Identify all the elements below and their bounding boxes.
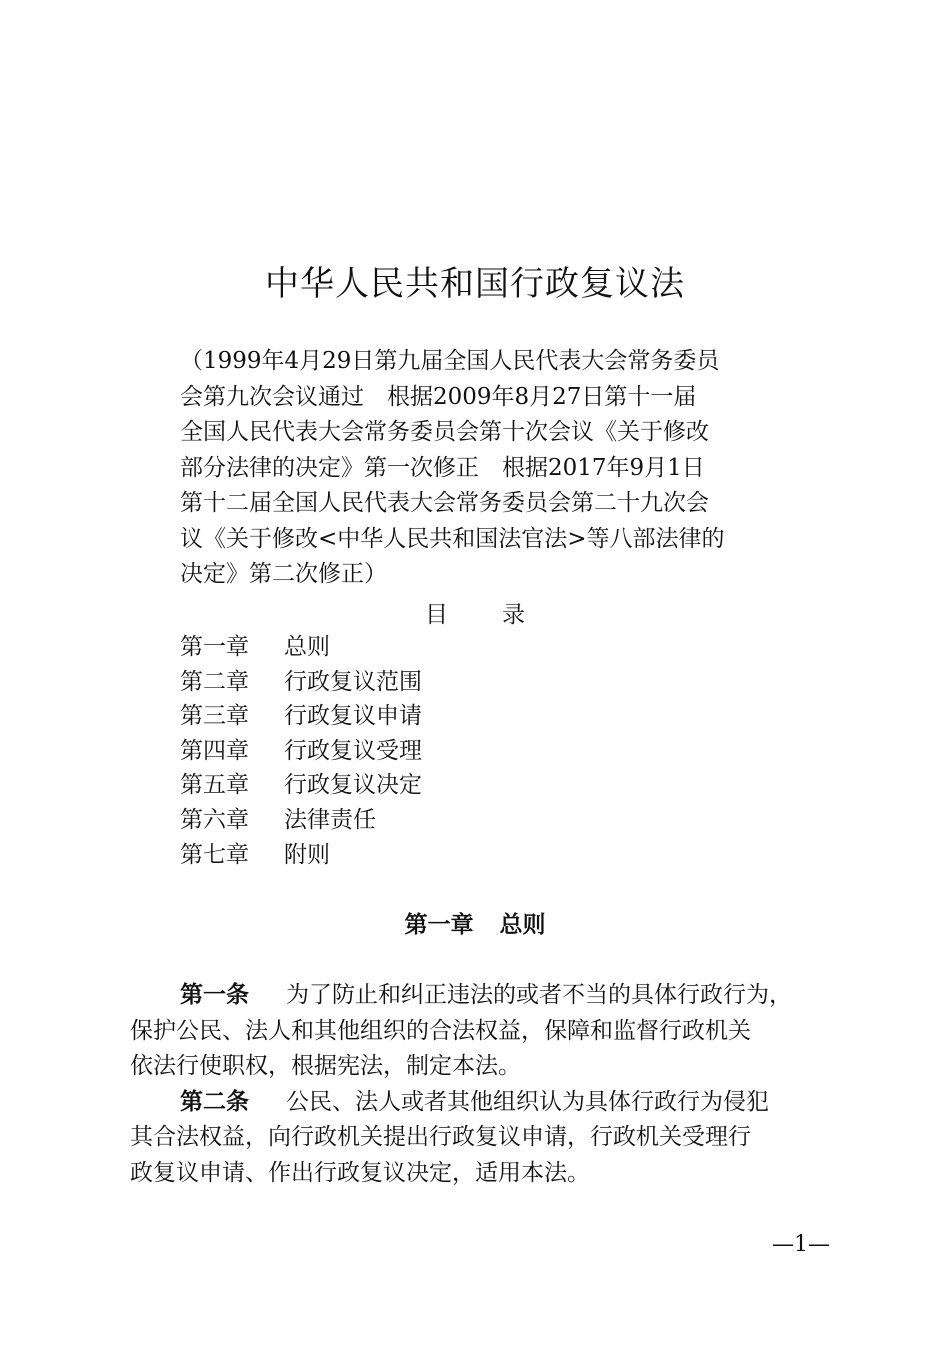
table-of-contents xyxy=(180,630,422,872)
preamble-line: （1999年4月29日第九届全国人民代表大会常务委员 xyxy=(180,348,720,374)
toc-item-title: 行政复议范围 xyxy=(284,668,422,695)
chapter-title: 总则 xyxy=(499,912,546,938)
article-label: 第二条 xyxy=(180,1088,249,1115)
preamble-line: 第十二届全国人民代表大会常务委员会第二十九次会 xyxy=(180,490,709,516)
article-text: 公民、法人或者其他组织认为具体行政行为侵犯 xyxy=(286,1088,769,1115)
article-first-line xyxy=(130,1085,830,1121)
article xyxy=(130,1085,830,1192)
preamble-line: 决定》第二次修正） xyxy=(180,561,387,587)
toc-item-number: 第七章 xyxy=(180,841,249,868)
preamble-line: 议《关于修改<中华人民共和国法官法>等八部法律的 xyxy=(180,525,725,552)
toc-item-number: 第五章 xyxy=(180,772,249,799)
article xyxy=(130,978,830,1085)
toc-item xyxy=(180,734,422,769)
article-text-line: 政复议申请、作出行政复议决定，适用本法。 xyxy=(130,1159,590,1186)
toc-item-number: 第四章 xyxy=(180,737,249,764)
article-text-line: 依法行使职权，根据宪法，制定本法。 xyxy=(130,1053,521,1079)
toc-item-number: 第一章 xyxy=(180,634,249,660)
toc-heading: 目录 xyxy=(425,602,579,628)
toc-item-number: 第六章 xyxy=(180,806,249,833)
toc-item xyxy=(180,630,422,665)
article-list xyxy=(130,978,830,1191)
toc-item-title: 附则 xyxy=(284,841,330,868)
toc-item xyxy=(180,838,422,873)
toc-item xyxy=(180,768,422,803)
chapter-number: 第一章 xyxy=(404,912,474,938)
preamble-line: 会第九次会议通过 根据2009年8月27日第十一届 xyxy=(180,383,697,410)
legislative-history xyxy=(180,344,790,593)
article-label: 第一条 xyxy=(180,982,249,1008)
document-title: 中华人民共和国行政复议法 xyxy=(265,264,685,304)
toc-item-title: 行政复议决定 xyxy=(284,772,422,799)
toc-item-title: 行政复议申请 xyxy=(284,703,422,730)
toc-item xyxy=(180,699,422,734)
toc-item-number: 第三章 xyxy=(180,703,249,730)
chapter-heading xyxy=(0,906,950,939)
article-text-line: 保护公民、法人和其他组织的合法权益，保障和监督行政机关 xyxy=(130,1017,751,1044)
toc-item xyxy=(180,803,422,838)
toc-item xyxy=(180,665,422,700)
article-text-line: 其合法权益，向行政机关提出行政复议申请，行政机关受理行 xyxy=(130,1124,751,1150)
preamble-line: 全国人民代表大会常务委员会第十次会议《关于修改 xyxy=(180,419,709,445)
preamble-line: 部分法律的决定》第一次修正 根据2017年9月1日 xyxy=(180,454,705,481)
toc-item-number: 第二章 xyxy=(180,668,249,695)
toc-item-title: 行政复议受理 xyxy=(284,737,422,764)
toc-item-title: 总则 xyxy=(284,634,330,660)
article-first-line xyxy=(130,978,830,1014)
page-number: —1— xyxy=(772,1232,830,1257)
toc-item-title: 法律责任 xyxy=(284,806,376,833)
article-text: 为了防止和纠正违法的或者不当的具体行政行为， xyxy=(286,982,792,1008)
